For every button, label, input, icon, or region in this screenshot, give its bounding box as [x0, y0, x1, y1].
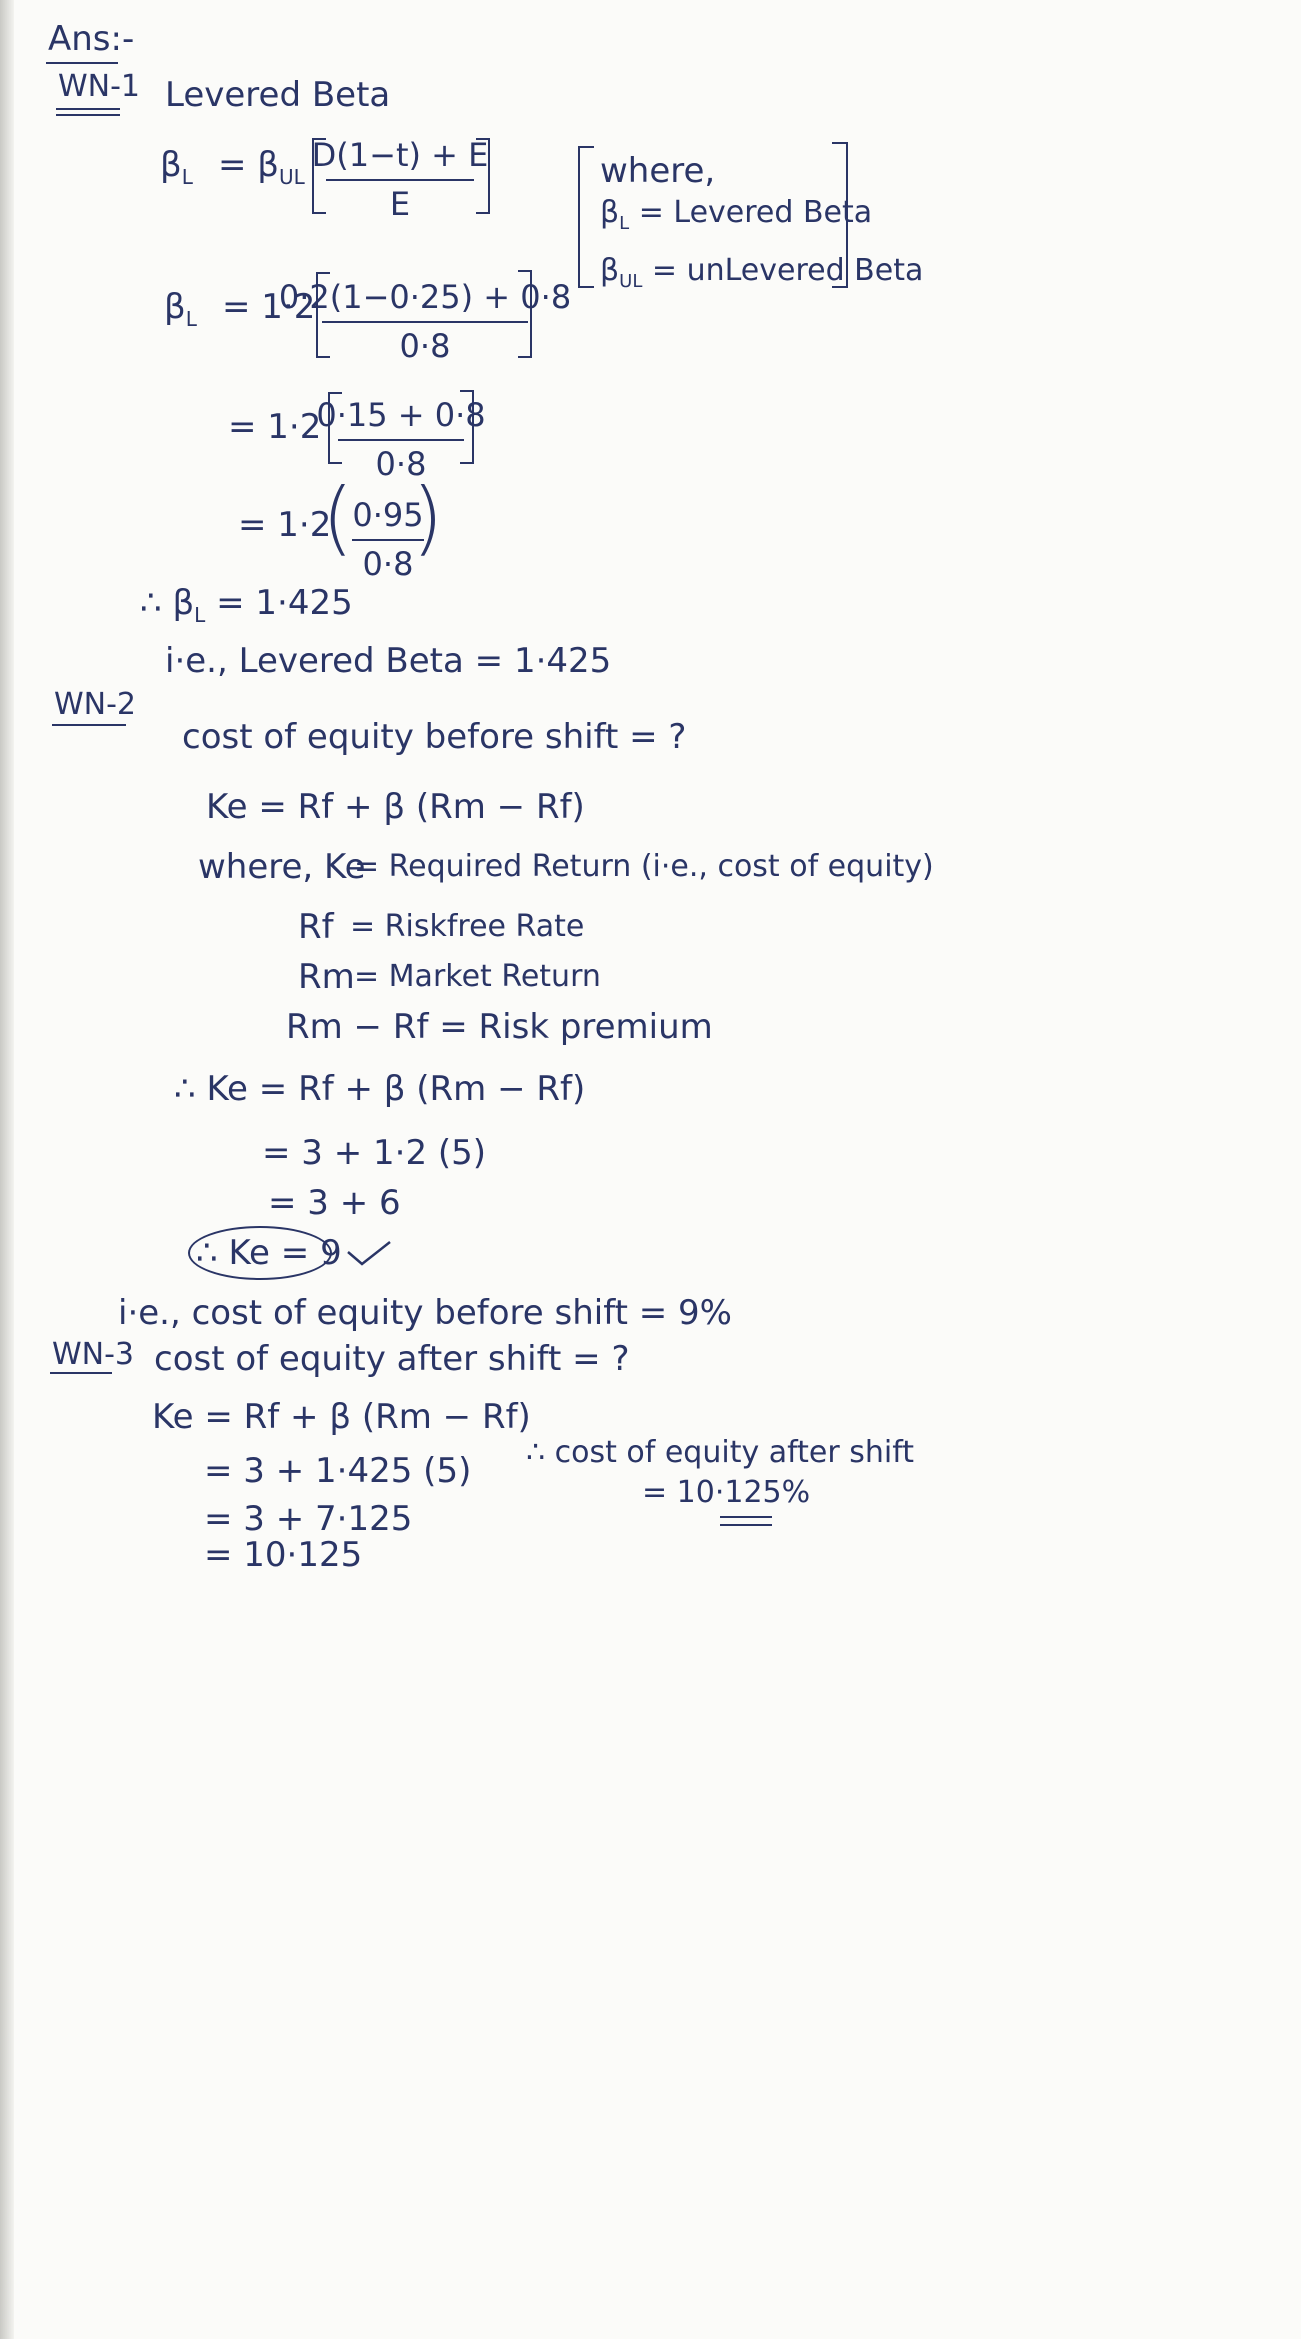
wn1-title: Levered Beta	[165, 75, 391, 115]
wn3-side-note-line2: = 10·125%	[642, 1475, 811, 1510]
wn3-label: WN-3	[52, 1337, 135, 1372]
wn1-underline-2	[56, 114, 120, 116]
wn1-label: WN-1	[58, 69, 141, 104]
wn2-where-premium: Rm − Rf = Risk premium	[286, 1007, 713, 1047]
ans-label: Ans:-	[48, 19, 135, 59]
wn3-calc3: = 10·125	[204, 1535, 363, 1575]
wn1-step2-denominator: 0·8	[375, 445, 427, 484]
wn2-where-ke-def: = Required Return (i·e., cost of equity)	[354, 849, 934, 884]
wn2-calc1: ∴ Ke = Rf + β (Rm − Rf)	[174, 1069, 586, 1109]
wn1-step1-bracket-right	[518, 270, 532, 358]
wn1-formula-bracket-right	[476, 138, 490, 214]
wn1-formula-fraction	[311, 136, 489, 224]
wn2-label: WN-2	[54, 687, 137, 722]
ans-underline	[46, 62, 118, 64]
wn2-underline	[52, 724, 126, 726]
wn1-formula-lhs: $\beta_L$	[160, 145, 193, 189]
page-edge-shadow	[0, 0, 14, 2339]
wn1-step2-eq: = 1·2	[228, 407, 322, 447]
wn3-side-note-line1: ∴ cost of equity after shift	[526, 1435, 915, 1470]
wn1-step1-lhs: $\beta_L$	[164, 287, 197, 331]
wn3-calc1: = 3 + 1·425 (5)	[204, 1451, 472, 1491]
wn3-formula: Ke = Rf + β (Rm − Rf)	[152, 1397, 531, 1437]
wn2-where-rf: Rf	[298, 907, 334, 947]
wn3-answer-underline	[720, 1516, 772, 1518]
wn2-conclusion: i·e., cost of equity before shift = 9%	[118, 1293, 732, 1333]
wn1-formula-numerator: D(1−t) + E	[311, 136, 489, 174]
checkmark-icon	[346, 1238, 392, 1268]
wn1-formula-eq: = $\beta_{UL}$	[218, 145, 305, 189]
wn1-step1-eq: = 1·2	[222, 287, 316, 327]
where-box-title: where,	[600, 151, 716, 191]
wn1-step3-paren-right: )	[412, 471, 444, 564]
wn2-calc4: ∴ Ke = 9	[196, 1233, 342, 1273]
where-box-line2: $\beta_{UL}$ = unLevered Beta	[600, 253, 924, 292]
wn1-step3-eq: = 1·2	[238, 505, 332, 545]
wn1-step1-fraction	[278, 278, 572, 366]
wn1-conclusion: i·e., Levered Beta = 1·425	[165, 641, 612, 681]
wn1-step3-numerator: 0·95	[352, 496, 424, 534]
wn1-result: ∴ $\beta_L = 1\cdot 425$	[140, 583, 353, 627]
wn2-where-rm: Rm	[298, 957, 355, 997]
wn1-step2-numerator: 0·15 + 0·8	[316, 396, 486, 434]
wn2-where-ke: where, Ke	[198, 847, 366, 887]
wn3-calc2: = 3 + 7·125	[204, 1499, 413, 1539]
wn1-step1-denominator: 0·8	[399, 327, 451, 366]
where-box-bracket-left	[578, 146, 594, 288]
wn2-formula: Ke = Rf + β (Rm − Rf)	[206, 787, 585, 827]
wn1-step2-bracket-right	[460, 390, 474, 464]
wn1-step2-fraction	[316, 396, 486, 484]
wn1-formula-denominator: E	[389, 185, 411, 224]
wn3-title: cost of equity after shift = ?	[154, 1339, 630, 1379]
wn1-underline	[56, 108, 120, 110]
where-box-line1: $\beta_L$ = Levered Beta	[600, 195, 873, 234]
wn2-where-rm-def: = Market Return	[354, 959, 601, 994]
wn3-underline	[50, 1372, 112, 1374]
wn2-calc3: = 3 + 6	[268, 1183, 401, 1223]
wn1-step3-denominator: 0·8	[362, 545, 414, 584]
wn2-title: cost of equity before shift = ?	[182, 717, 687, 757]
wn1-step1-numerator: 0·2(1−0·25) + 0·8	[278, 278, 572, 316]
wn2-calc2: = 3 + 1·2 (5)	[262, 1133, 487, 1173]
wn2-where-rf-def: = Riskfree Rate	[350, 909, 585, 944]
wn3-answer-underline-2	[720, 1524, 772, 1526]
wn1-step3-paren-left: (	[322, 471, 354, 564]
